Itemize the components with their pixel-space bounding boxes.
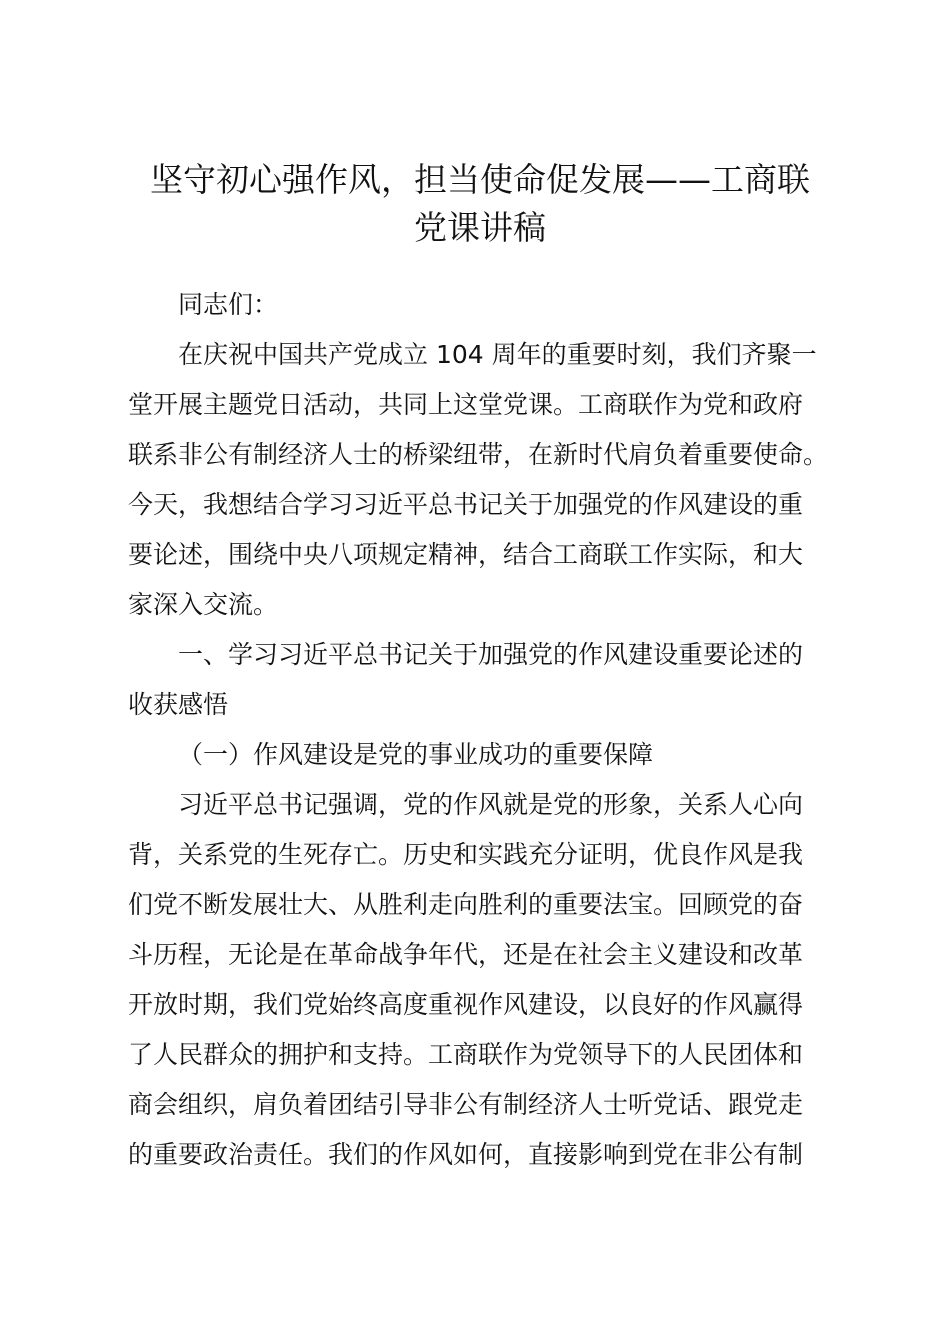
section-heading-1-line-2: 收获感悟 [128, 690, 229, 719]
document-title-line-2: 党课讲稿 [414, 208, 546, 247]
body-line-3: 联系非公有制经济人士的桥梁纽带，在新时代肩负着重要使命。 [128, 440, 829, 469]
document-title-line-1: 坚守初心强作风，担当使命促发展——工商联 [150, 160, 810, 199]
subsection-heading-1: （一）作风建设是党的事业成功的重要保障 [178, 740, 654, 769]
body-line-5: 要论述，围绕中央八项规定精神，结合工商联工作实际，和大 [128, 540, 804, 569]
body-line-12: 了人民群众的拥护和支持。工商联作为党领导下的人民团体和 [128, 1040, 804, 1069]
body-line-6: 家深入交流。 [128, 590, 279, 619]
body-line-11: 开放时期，我们党始终高度重视作风建设，以良好的作风赢得 [128, 990, 804, 1019]
body-line-9: 们党不断发展壮大、从胜利走向胜利的重要法宝。回顾党的奋 [128, 890, 804, 919]
body-line-4: 今天，我想结合学习习近平总书记关于加强党的作风建设的重 [128, 490, 804, 519]
body-line-13: 商会组织，肩负着团结引导非公有制经济人士听党话、跟党走 [128, 1090, 804, 1119]
body-line-1: 在庆祝中国共产党成立 104 周年的重要时刻，我们齐聚一 [178, 340, 817, 369]
body-line-7: 习近平总书记强调，党的作风就是党的形象，关系人心向 [178, 790, 804, 819]
body-line-14: 的重要政治责任。我们的作风如何，直接影响到党在非公有制 [128, 1140, 804, 1169]
body-line-2: 堂开展主题党日活动，共同上这堂党课。工商联作为党和政府 [128, 390, 804, 419]
section-heading-1-line-1: 一、学习习近平总书记关于加强党的作风建设重要论述的 [178, 640, 804, 669]
body-line-8: 背，关系党的生死存亡。历史和实践充分证明，优良作风是我 [128, 840, 804, 869]
salutation: 同志们： [178, 290, 279, 319]
body-line-10: 斗历程，无论是在革命战争年代，还是在社会主义建设和改革 [128, 940, 804, 969]
